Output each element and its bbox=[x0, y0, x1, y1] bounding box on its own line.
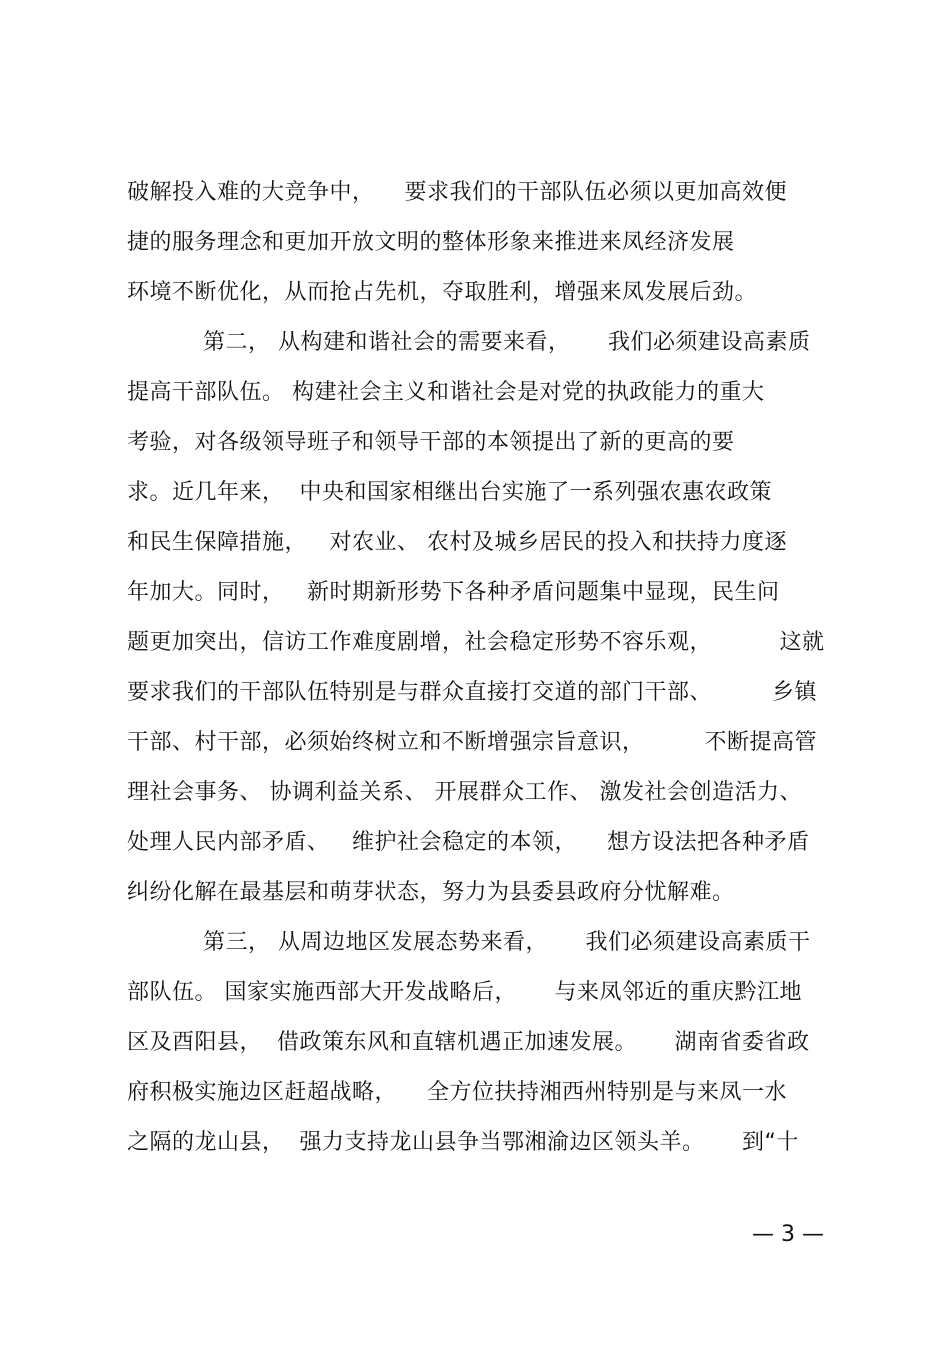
paragraph-line-2: 捷的服务理念和更加开放文明的整体形象来推进来凤经济发展 bbox=[127, 230, 735, 255]
paragraph-line-3: 环境不断优化，从而抢占先机，夺取胜利，增强来凤发展后劲。 bbox=[127, 280, 758, 305]
paragraph-line-9: 年加大。同时， 新时期新形势下各种矛盾问题集中显现，民生问 bbox=[127, 580, 780, 605]
paragraph-line-7: 求。近几年来， 中央和国家相继出台实施了一系列强农惠农政策 bbox=[127, 480, 772, 505]
paragraph-line-20: 之隔的龙山县， 强力支持龙山县争当鄂湘渝边区领头羊。 到“十 bbox=[127, 1130, 799, 1155]
paragraph-line-8: 和民生保障措施， 对农业、 农村及城乡居民的投入和扶持力度逐 bbox=[127, 530, 787, 555]
page-number: — 3 — bbox=[752, 1222, 824, 1247]
paragraph-line-6: 考验，对各级领导班子和领导干部的本领提出了新的更高的要 bbox=[127, 430, 735, 455]
paragraph-line-19: 府积极实施边区赶超战略， 全方位扶持湘西州特别是与来凤一水 bbox=[127, 1080, 787, 1105]
paragraph-line-4: 第二， 从构建和谐社会的需要来看， 我们必须建设高素质 bbox=[203, 330, 811, 355]
paragraph-line-10: 题更加突出，信访工作难度剧增，社会稳定形势不容乐观， 这就 bbox=[127, 630, 825, 655]
paragraph-line-1: 破解投入难的大竞争中， 要求我们的干部队伍必须以更加高效便 bbox=[127, 180, 787, 205]
paragraph-line-11: 要求我们的干部队伍特别是与群众直接打交道的部门干部、 乡镇 bbox=[127, 680, 817, 705]
paragraph-line-17: 部队伍。 国家实施西部大开发战略后， 与来凤邻近的重庆黔江地 bbox=[127, 980, 802, 1005]
paragraph-line-16: 第三， 从周边地区发展态势来看， 我们必须建设高素质干 bbox=[203, 930, 811, 955]
paragraph-line-5: 提高干部队伍。 构建社会主义和谐社会是对党的执政能力的重大 bbox=[127, 380, 765, 405]
paragraph-line-12: 干部、村干部，必须始终树立和不断增强宗旨意识， 不断提高管 bbox=[127, 730, 817, 755]
paragraph-line-15: 纠纷化解在最基层和萌芽状态，努力为县委县政府分忧解难。 bbox=[127, 880, 735, 905]
paragraph-line-13: 理社会事务、 协调利益关系、 开展群众工作、 激发社会创造活力、 bbox=[127, 780, 802, 805]
paragraph-line-14: 处理人民内部矛盾、 维护社会稳定的本领， 想方设法把各种矛盾 bbox=[127, 830, 810, 855]
paragraph-line-18: 区及酉阳县， 借政策东风和直辖机遇正加速发展。 湖南省委省政 bbox=[127, 1030, 810, 1055]
